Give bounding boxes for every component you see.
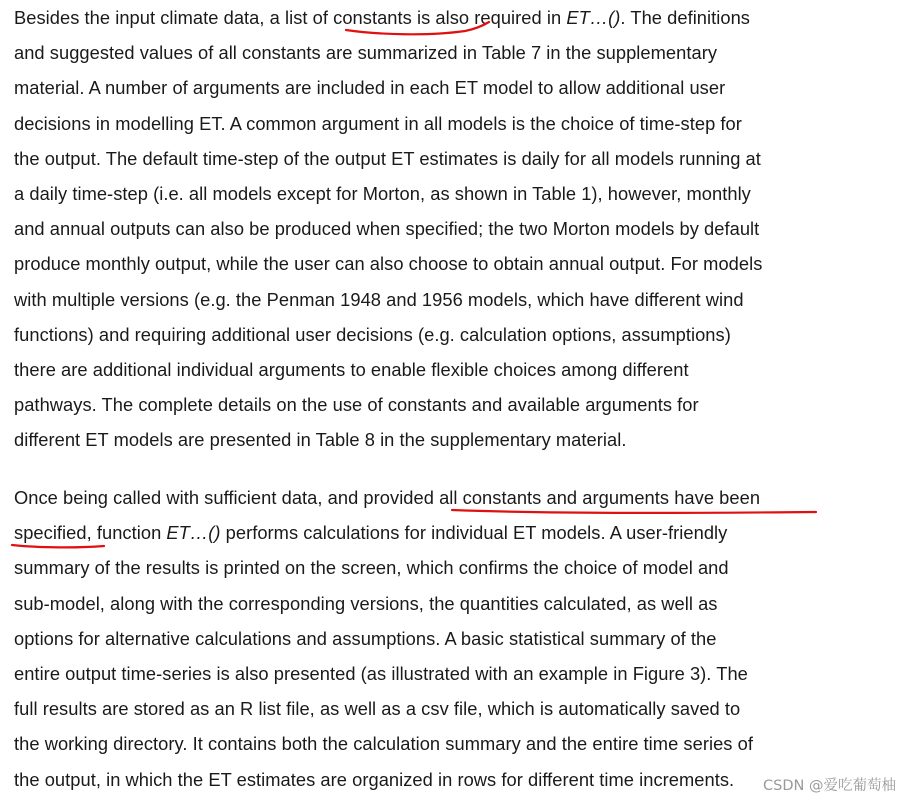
- text-segment: full results are stored as an R list file, as well as a csv file, which is automatically saved to: [14, 698, 741, 720]
- text-segment: functions) and requiring additional user decisions (e.g. calculation options, assumptions): [14, 323, 731, 345]
- text-line: [14, 70, 762, 105]
- text-line: [14, 422, 762, 457]
- text-segment: different ET models are presented in Table 8 in the supplementary material.: [14, 429, 627, 451]
- text-line: [14, 282, 762, 317]
- text-segment: material. A number of arguments are included in each ET model to allow additional user: [14, 77, 726, 99]
- paragraph-2: [14, 480, 760, 797]
- text-segment: and suggested values of all constants are summarized in Table 7 in the supplementary: [14, 42, 718, 64]
- text-segment: decisions in modelling ET. A common argument in all models is the choice of time-step for: [14, 112, 742, 134]
- text-line: [14, 656, 760, 691]
- text-segment: specified, function: [14, 522, 167, 544]
- text-segment: Besides the input climate data, a list of constants is also required in: [14, 7, 567, 28]
- text-segment: . The definitions: [620, 7, 750, 28]
- text-line: [14, 550, 760, 585]
- text-segment: the working directory. It contains both the calculation summary and the entire time series of: [14, 733, 753, 755]
- text-line: [14, 621, 760, 656]
- function-name-italic: ET…(): [566, 7, 621, 28]
- text-line: [14, 211, 762, 246]
- text-segment: sub-model, along with the corresponding versions, the quantities calculated, as well as: [14, 592, 718, 614]
- text-line: [14, 762, 760, 797]
- text-line: [14, 176, 762, 211]
- text-segment: produce monthly output, while the user can also choose to obtain annual output. For models: [14, 253, 763, 275]
- text-segment: options for alternative calculations and assumptions. A basic statistical summary of the: [14, 627, 717, 649]
- text-line: [14, 0, 762, 35]
- text-segment: summary of the results is printed on the screen, which confirms the choice of model and: [14, 557, 729, 579]
- text-segment: Once being called with sufficient data, and provided all constants and arguments have been: [14, 487, 761, 508]
- text-line: [14, 691, 760, 726]
- text-segment: performs calculations for individual ET models. A user-friendly: [220, 522, 728, 544]
- text-line: [14, 515, 760, 550]
- watermark-text: CSDN @爱吃葡萄柚: [763, 778, 896, 794]
- text-segment: and annual outputs can also be produced when specified; the two Morton models by default: [14, 218, 760, 240]
- function-name-italic: ET…(): [166, 522, 221, 544]
- text-segment: a daily time-step (i.e. all models except for Morton, as shown in Table 1), however, monthly: [14, 182, 751, 204]
- text-line: [14, 35, 762, 70]
- paragraph-1: [14, 0, 762, 457]
- text-segment: the output, in which the ET estimates are organized in rows for different time increments.: [14, 768, 735, 790]
- text-line: [14, 317, 762, 352]
- text-segment: the output. The default time-step of the output ET estimates is daily for all models running at: [14, 147, 761, 169]
- text-line: [14, 586, 760, 621]
- text-line: [14, 246, 762, 281]
- text-line: [14, 480, 760, 515]
- text-segment: entire output time-series is also presented (as illustrated with an example in Figure 3). The: [14, 662, 748, 684]
- text-line: [14, 726, 760, 761]
- text-segment: pathways. The complete details on the use of constants and available arguments for: [14, 394, 699, 416]
- text-segment: there are additional individual arguments to enable flexible choices among different: [14, 358, 689, 380]
- text-line: [14, 352, 762, 387]
- text-line: [14, 106, 762, 141]
- text-segment: with multiple versions (e.g. the Penman 1948 and 1956 models, which have different wind: [14, 288, 744, 310]
- text-line: [14, 387, 762, 422]
- text-line: [14, 141, 762, 176]
